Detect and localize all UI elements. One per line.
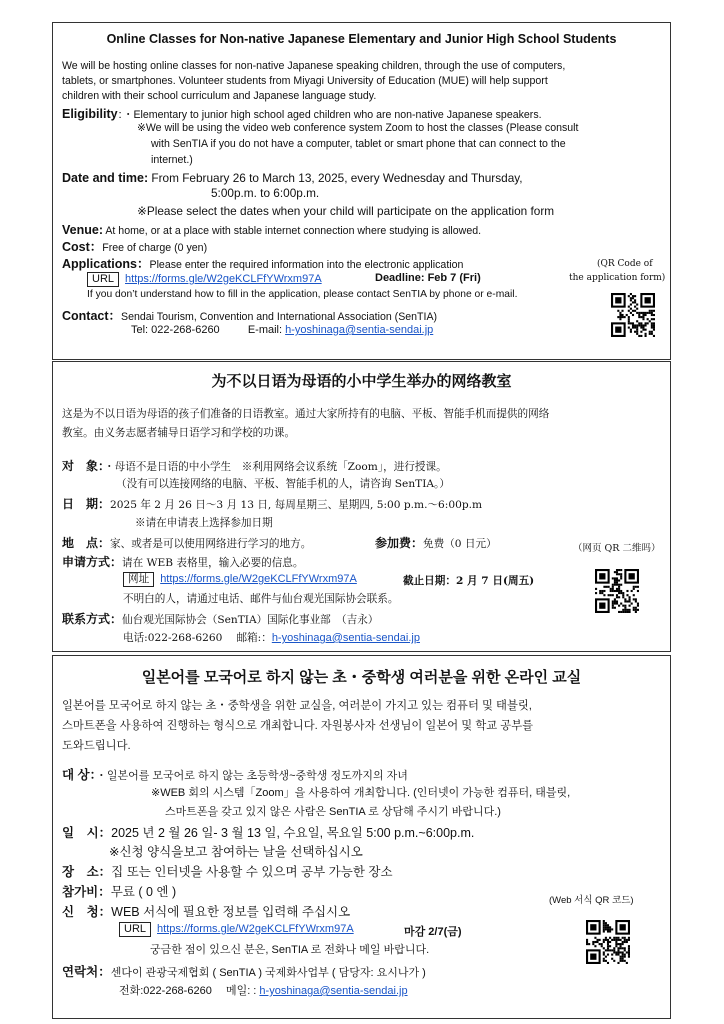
korean-section bbox=[52, 655, 671, 1019]
en-date-label: Date and time: bbox=[62, 171, 149, 185]
en-applications-label: Applications： bbox=[62, 257, 150, 271]
ko-apply-label: 신 청： bbox=[62, 905, 112, 919]
zh-target-label: 对 象： bbox=[62, 459, 105, 473]
en-date-text: From February 26 to March 13, 2025, every Wednesday and Thursday, bbox=[148, 171, 523, 185]
ko-place-text: 집 또는 인터넷을 사용할 수 있으며 공부 가능한 장소 bbox=[111, 865, 393, 879]
en-deadline: Deadline: Feb 7 (Fri) bbox=[375, 272, 481, 284]
zh-qr-caption: （网页 QR 二维吗） bbox=[573, 543, 661, 554]
en-form-link[interactable]: https://forms.gle/W2geKCLFfYWrxm97A bbox=[125, 273, 322, 285]
ko-email-link[interactable]: h-yoshinaga@sentia-sendai.jp bbox=[259, 985, 408, 997]
zh-contact-label: 联系方式： bbox=[62, 612, 123, 626]
ko-email-label: 메일: : bbox=[225, 985, 257, 997]
en-applications-text: Please enter the required information into the electronic application bbox=[149, 259, 464, 271]
ko-tel: 전화:022-268-6260 bbox=[119, 985, 212, 997]
ko-contact-text: 센다이 관광국제협회 ( SenTIA ) 국제화사업부 ( 담당자: 요시나가 ) bbox=[110, 967, 426, 979]
en-eligibility-note-3: internet.) bbox=[151, 154, 193, 166]
en-intro-1: We will be hosting online classes for non-native Japanese speaking children, through the use of computers, bbox=[62, 60, 566, 72]
ko-fee-text: 무료 ( 0 엔 ) bbox=[110, 885, 177, 899]
en-intro-2: tablets, or smartphones. Volunteer students from Miyagi University of Education (MUE) will help support bbox=[62, 75, 548, 87]
en-cost-text: Free of charge (0 yen) bbox=[102, 242, 208, 254]
ko-fee-label: 참가비： bbox=[62, 885, 111, 899]
en-tel: Tel: 022-268-6260 bbox=[131, 324, 220, 336]
ko-target-note-2: 스마트폰을 갖고 있지 않은 사람은 SenTIA 로 상담해 주시기 바랍니다.) bbox=[165, 806, 501, 818]
en-venue-text: At home, or at a place with stable internet connection where studying is allowed. bbox=[103, 225, 482, 237]
zh-intro-2: 教室。由义务志愿者辅导日语学习和学校的功课。 bbox=[62, 427, 296, 439]
ko-place-label: 장 소： bbox=[62, 865, 112, 879]
ko-intro-1: 일본어를 모국어로 하지 않는 초・중학생을 위한 교실을, 여러분이 가지고 있는 컴퓨터 및 태블릿, bbox=[62, 700, 532, 712]
ko-qr-caption: (Web 서식 QR 코드) bbox=[549, 895, 634, 906]
zh-intro-1: 这是为不以日语为母语的孩子们准备的日语教室。通过大家所持有的电脑、平板、智能手机而提供的网络 bbox=[62, 408, 550, 420]
ko-target-note-1: ※WEB 회의 시스템「Zoom」을 사용하여 개최합니다. (인터넷이 가능한 컴퓨터, 태블릿, bbox=[151, 787, 571, 799]
ko-deadline: 마감 2/7(금) bbox=[404, 926, 462, 938]
zh-date-label: 日 期： bbox=[62, 497, 111, 511]
ko-apply-text: WEB 서식에 필요한 정보를 입력해 주십시오 bbox=[111, 905, 351, 919]
ko-date-note: ※신청 양식을보고 참여하는 날을 선택하십시오 bbox=[109, 845, 363, 859]
en-venue-label: Venue: bbox=[62, 223, 103, 237]
en-qr-caption-2: the application form) bbox=[569, 273, 666, 283]
zh-url-tag: 网址 bbox=[123, 572, 154, 587]
zh-title: 为不以日语为母语的小中学生举办的网络教室 bbox=[211, 372, 512, 390]
en-email-label: E-mail: bbox=[247, 324, 283, 336]
en-help-text: If you don’t understand how to fill in the application, please contact SenTIA by phone or e-mail. bbox=[87, 289, 518, 300]
ko-url-tag: URL bbox=[119, 922, 151, 937]
zh-form-link[interactable]: https://forms.gle/W2geKCLFfYWrxm97A bbox=[160, 573, 357, 585]
zh-email-label: 邮箱:： bbox=[236, 632, 272, 644]
zh-target-note: （没有可以连接网络的电脑、平板、智能手机的人，请咨询 SenTIA。） bbox=[116, 478, 450, 490]
qr-code-icon[interactable] bbox=[595, 569, 639, 613]
ko-date-text: 2025 년 2 월 26 일- 3 월 13 일, 수요일, 목요일 5:00 p.m.~6:00p.m. bbox=[111, 826, 475, 840]
zh-apply-label: 申请方式： bbox=[62, 555, 123, 569]
ko-title: 일본어를 모국어로 하지 않는 초・중학생 여러분을 위한 온라인 교실 bbox=[141, 669, 582, 686]
ko-intro-3: 도와드립니다. bbox=[62, 740, 131, 752]
zh-help-text: 不明白的人，请通过电话、邮件与仙台观光国际协会联系。 bbox=[123, 593, 399, 605]
en-eligibility-note-2: with SenTIA if you do not have a computer, tablet or smart phone that can connect to the bbox=[151, 138, 566, 150]
zh-date-text: 2025 年 2 月 26 日～3 月 13 日, 每周星期三、星期四, 5:00 p.m.～6:00p.m bbox=[110, 499, 483, 511]
zh-place-text: 家、或者是可以使用网络进行学习的地方。 bbox=[110, 538, 312, 550]
zh-deadline: 截止日期：2 月 7 日(周五) bbox=[403, 575, 535, 587]
zh-email-link[interactable]: h-yoshinaga@sentia-sendai.jp bbox=[271, 632, 420, 644]
ko-contact-label: 연락처： bbox=[62, 965, 111, 979]
ko-target-label: 대 상： bbox=[62, 768, 96, 782]
en-date-note: ※Please select the dates when your child will participate on the application form bbox=[137, 204, 555, 218]
ko-date-label: 일 시： bbox=[62, 826, 112, 840]
qr-code-icon[interactable] bbox=[611, 293, 655, 337]
zh-place-label: 地 点： bbox=[62, 536, 111, 550]
en-title: Online Classes for Non-native Japanese Elementary and Junior High School Students bbox=[106, 32, 617, 46]
en-eligibility-label: Eligibility bbox=[62, 107, 118, 121]
en-email-link[interactable]: h-yoshinaga@sentia-sendai.jp bbox=[285, 324, 434, 336]
en-cost-label: Cost： bbox=[62, 240, 103, 254]
zh-fee-text: 免费（0 日元） bbox=[423, 538, 497, 550]
en-date-text-2: 5:00p.m. to 6:00p.m. bbox=[211, 186, 320, 200]
en-eligibility-note-1: ※We will be using the video web conference system Zoom to host the classes (Please consult bbox=[137, 122, 579, 134]
zh-tel: 电话:022-268-6260 bbox=[123, 632, 223, 644]
en-url-tag: URL bbox=[87, 272, 119, 287]
ko-target-text: ・일본어를 모국어로 하지 않는 초등학생~중학생 정도까지의 자녀 bbox=[95, 770, 408, 782]
qr-code-icon[interactable] bbox=[586, 920, 630, 964]
ko-form-link[interactable]: https://forms.gle/W2geKCLFfYWrxm97A bbox=[157, 923, 354, 935]
chinese-section bbox=[52, 361, 671, 652]
en-contact-text: Sendai Tourism, Convention and International Association (SenTIA) bbox=[121, 311, 438, 323]
zh-date-note: ※请在申请表上选择参加日期 bbox=[135, 517, 273, 529]
en-contact-label: Contact： bbox=[62, 309, 122, 323]
ko-intro-2: 스마트폰을 사용하여 진행하는 형식으로 개최합니다. 자원봉사자 선생님이 일본어 및 학교 공부를 bbox=[62, 720, 534, 732]
en-intro-3: children with their school curriculum and Japanese language study. bbox=[62, 90, 377, 102]
en-qr-caption-1: (QR Code of bbox=[597, 259, 653, 269]
english-section bbox=[52, 22, 671, 360]
zh-apply-text: 请在 WEB 表格里，输入必要的信息。 bbox=[122, 557, 304, 569]
zh-target-text: ・母语不是日语的中小学生 ※利用网络会议系统「Zoom」，进行授课。 bbox=[104, 461, 447, 473]
en-eligibility-text: ：・Elementary to junior high school aged children who are non-native Japanese speakers. bbox=[117, 109, 542, 121]
zh-fee-label: 参加费： bbox=[375, 536, 424, 550]
zh-contact-text: 仙台观光国际协会（SenTIA）国际化事业部 （吉永） bbox=[122, 614, 379, 626]
ko-help-text: 궁금한 점이 있으신 분은, SenTIA 로 전화나 메일 바랍니다. bbox=[150, 944, 430, 956]
